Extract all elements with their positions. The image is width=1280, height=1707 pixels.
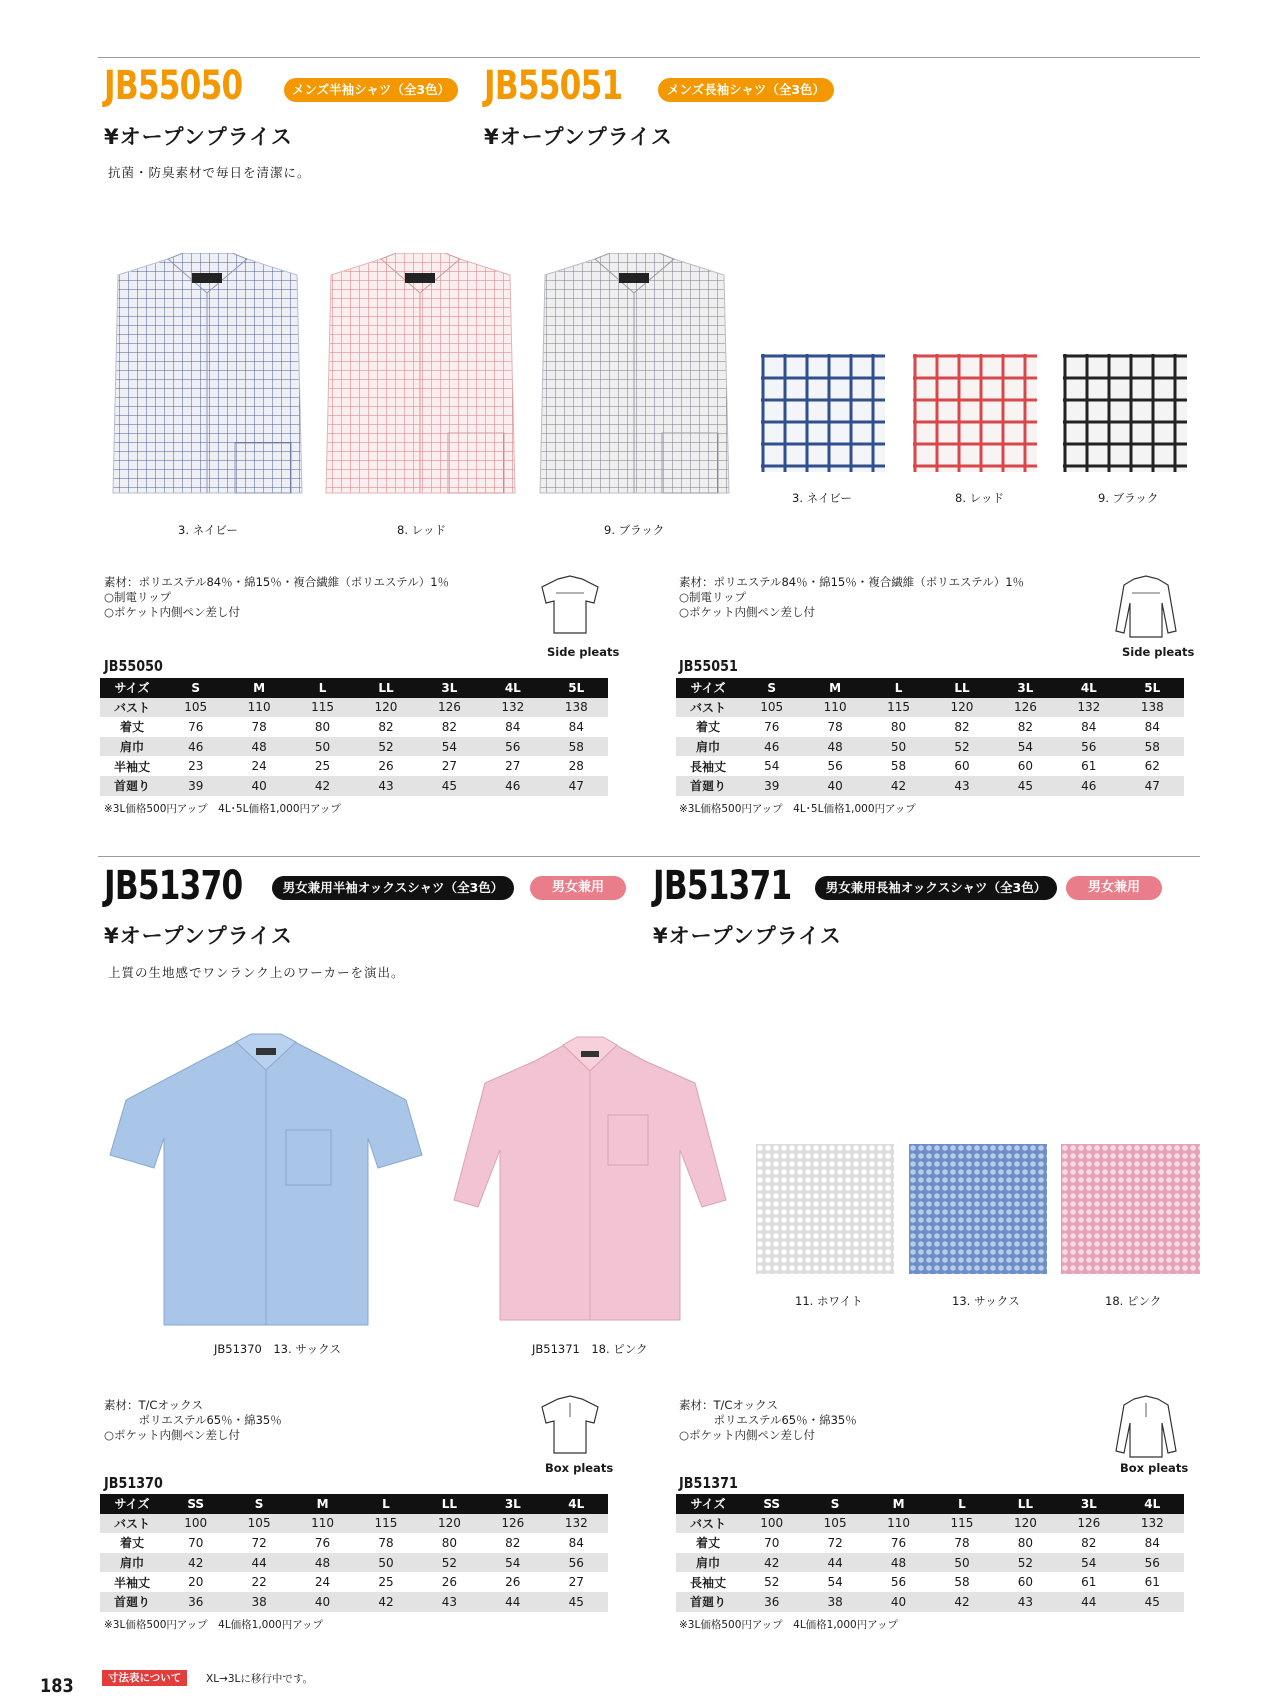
table-row — [676, 717, 1184, 737]
table-cell: 132 — [1057, 698, 1120, 718]
table-cell: 115 — [291, 698, 354, 718]
footer-label-box: 寸法表について — [102, 1670, 187, 1686]
header-cell: 5L — [545, 678, 608, 698]
fabric-swatch-black — [1063, 354, 1187, 472]
row-label: 着丈 — [695, 1536, 720, 1551]
table-cell: 43 — [994, 1592, 1057, 1612]
header-cell: 4L — [481, 678, 544, 698]
table-cell: 20 — [188, 1575, 204, 1590]
table-cell: 44 — [803, 1553, 866, 1573]
tagline-bottom: 上質の生地感でワンランク上のワーカーを演出。 — [108, 965, 405, 980]
price-note-jb51370: ※3L価格500円アップ 4L価格1,000円アップ — [104, 1619, 323, 1631]
header-cell: 4L — [545, 1494, 608, 1514]
table-row — [676, 1592, 1184, 1612]
spec-jb51371: 素材：T/Cオックス ポリエステル65％・綿35％ ○ポケット内側ペン差し付 — [679, 1398, 857, 1442]
table-cell: 38 — [803, 1592, 866, 1612]
table-cell: 78 — [251, 719, 267, 734]
category-pill-jb55050: メンズ半袖シャツ（全3色） — [284, 78, 458, 102]
row-label: 半袖丈 — [113, 1575, 150, 1590]
table-cell: 42 — [291, 776, 354, 796]
table-row — [676, 698, 1184, 718]
product-code-jb55051: JB55051 — [484, 63, 623, 109]
table-cell: 45 — [545, 1592, 608, 1612]
table-cell: 115 — [930, 1514, 993, 1534]
fabric-swatch-pink — [1061, 1144, 1200, 1274]
table-cell: 25 — [314, 759, 331, 774]
table-cell: 54 — [1057, 1553, 1120, 1573]
table-cell: 84 — [505, 719, 521, 734]
header-cell: S — [164, 678, 227, 698]
table-cell: 72 — [251, 1535, 267, 1550]
table-code-jb51370: JB51370 — [104, 1474, 163, 1492]
table-cell: 82 — [1081, 1535, 1097, 1550]
table-cell: 62 — [1144, 759, 1160, 774]
header-cell: L — [291, 678, 354, 698]
table-cell: 80 — [314, 719, 331, 734]
shirt-photo-pink — [440, 1035, 740, 1325]
table-cell: 126 — [418, 698, 481, 718]
table-row — [676, 756, 1184, 776]
header-cell: SS — [164, 1494, 227, 1514]
table-cell: 28 — [568, 759, 584, 774]
header-cell: LL — [994, 1494, 1057, 1514]
row-label: 肩巾 — [100, 737, 164, 757]
price-jb51370: ¥オープンプライス — [104, 924, 293, 948]
table-cell: 42 — [740, 1553, 803, 1573]
header-cell: 3L — [994, 678, 1057, 698]
table-cell: 45 — [994, 776, 1057, 796]
back-diagram-short-sleeve-icon — [538, 1393, 602, 1457]
table-row — [676, 1572, 1184, 1592]
table-cell: 84 — [1081, 719, 1097, 734]
tagline-top: 抗菌・防臭素材で毎日を清潔に。 — [108, 165, 311, 180]
spec-jb55050: 素材：ポリエステル84％・綿15％・複合繊維（ポリエステル）1％ ○制電リップ ○ポケット内側ペン差し付 — [104, 575, 450, 619]
row-label: 首廻り — [100, 776, 164, 796]
table-cell: 36 — [164, 1592, 227, 1612]
header-cell: LL — [418, 1494, 481, 1514]
row-label: バスト — [676, 698, 740, 718]
header-cell: L — [867, 678, 930, 698]
table-cell: 45 — [1121, 1592, 1184, 1612]
table-row — [100, 1572, 608, 1592]
row-label: 長袖丈 — [689, 759, 726, 774]
table-cell: 72 — [827, 1535, 843, 1550]
table-row — [676, 1553, 1184, 1573]
table-cell: 76 — [764, 719, 780, 734]
table-cell: 61 — [1081, 1575, 1097, 1590]
pleats-label-jb55051: Side pleats — [1122, 645, 1195, 659]
table-cell: 70 — [188, 1535, 204, 1550]
table-cell: 47 — [1121, 776, 1184, 796]
shirt-photo-black — [537, 253, 732, 498]
header-cell: M — [291, 1494, 354, 1514]
table-cell: 22 — [251, 1575, 267, 1590]
table-row — [100, 1553, 608, 1573]
table-row — [100, 737, 608, 757]
table-cell: 56 — [1121, 1553, 1184, 1573]
table-cell: 27 — [568, 1575, 584, 1590]
header-cell: L — [354, 1494, 417, 1514]
table-cell: 43 — [930, 776, 993, 796]
back-diagram-long-sleeve-icon — [1110, 573, 1182, 641]
table-cell: 126 — [1057, 1514, 1120, 1534]
table-cell: 23 — [188, 759, 204, 774]
table-cell: 120 — [418, 1514, 481, 1534]
table-cell: 46 — [1057, 776, 1120, 796]
table-cell: 36 — [740, 1592, 803, 1612]
spec-jb55051: 素材：ポリエステル84％・綿15％・複合繊維（ポリエステル）1％ ○制電リップ ○ポケット内側ペン差し付 — [679, 575, 1025, 619]
table-cell: 56 — [890, 1575, 907, 1590]
table-cell: 56 — [827, 759, 843, 774]
header-cell: 3L — [481, 1494, 544, 1514]
header-cell: LL — [930, 678, 993, 698]
table-cell: 76 — [188, 719, 204, 734]
header-cell: 5L — [1121, 678, 1184, 698]
table-cell: 24 — [314, 1575, 331, 1590]
table-row — [100, 698, 608, 718]
table-row — [676, 1514, 1184, 1534]
table-cell: 40 — [803, 776, 866, 796]
header-cell: サイズ — [100, 678, 164, 698]
table-cell: 78 — [827, 719, 843, 734]
header-cell: S — [227, 1494, 290, 1514]
table-row — [100, 776, 608, 796]
table-row — [676, 737, 1184, 757]
header-cell: サイズ — [676, 1494, 740, 1514]
table-cell: 54 — [481, 1553, 544, 1573]
table-cell: 105 — [740, 698, 803, 718]
table-cell: 50 — [291, 737, 354, 757]
photo-caption-pink: JB51371 18. ピンク — [532, 1342, 648, 1356]
swatch-caption-black: 9. ブラック — [1098, 491, 1159, 505]
product-code-jb51370: JB51370 — [104, 863, 243, 909]
table-cell: 70 — [764, 1535, 780, 1550]
table-row — [676, 776, 1184, 796]
table-cell: 54 — [764, 759, 780, 774]
photo-caption-black: 9. ブラック — [604, 523, 665, 537]
shirt-photo-sax — [106, 1030, 426, 1330]
table-cell: 132 — [481, 698, 544, 718]
table-header-row — [100, 1494, 608, 1514]
swatch-caption-navy: 3. ネイビー — [792, 491, 852, 505]
header-cell: SS — [740, 1494, 803, 1514]
table-cell: 52 — [764, 1575, 780, 1590]
table-cell: 46 — [164, 737, 227, 757]
table-cell: 80 — [441, 1535, 458, 1550]
category-pill-jb55051: メンズ長袖シャツ（全3色） — [658, 78, 834, 102]
row-label: 肩巾 — [676, 1553, 740, 1573]
table-cell: 126 — [481, 1514, 544, 1534]
table-cell: 52 — [930, 737, 993, 757]
row-label: 首廻り — [100, 1592, 164, 1612]
row-label: 首廻り — [676, 1592, 740, 1612]
table-cell: 80 — [890, 719, 907, 734]
table-cell: 110 — [803, 698, 866, 718]
fabric-swatch-navy — [761, 354, 885, 472]
table-cell: 58 — [954, 1575, 970, 1590]
table-cell: 46 — [740, 737, 803, 757]
table-cell: 138 — [545, 698, 608, 718]
table-code-jb55050: JB55050 — [104, 657, 163, 675]
pleats-label-jb51370: Box pleats — [545, 1461, 614, 1475]
table-header-row — [100, 678, 608, 698]
table-cell: 105 — [227, 1514, 290, 1534]
price-jb55050: ¥オープンプライス — [104, 125, 293, 149]
table-cell: 40 — [291, 1592, 354, 1612]
table-cell: 39 — [164, 776, 227, 796]
table-cell: 42 — [354, 1592, 417, 1612]
table-cell: 48 — [291, 1553, 354, 1573]
table-cell: 120 — [930, 698, 993, 718]
table-cell: 80 — [1017, 1535, 1034, 1550]
table-cell: 25 — [378, 1575, 394, 1590]
swatch-caption-pink: 18. ピンク — [1105, 1294, 1162, 1308]
header-cell: サイズ — [676, 678, 740, 698]
header-cell: 3L — [418, 678, 481, 698]
row-label: バスト — [100, 1514, 164, 1534]
table-code-jb55051: JB55051 — [679, 657, 738, 675]
table-cell: 58 — [545, 737, 608, 757]
table-cell: 43 — [354, 776, 417, 796]
header-cell: L — [930, 1494, 993, 1514]
table-code-jb51371: JB51371 — [679, 1474, 738, 1492]
size-table-jb51370 — [100, 1494, 608, 1612]
row-label: 着丈 — [119, 720, 144, 735]
category-pill-jb51370: 男女兼用半袖オックスシャツ（全3色） — [272, 876, 514, 900]
table-cell: 52 — [994, 1553, 1057, 1573]
size-table-jb51371 — [676, 1494, 1184, 1612]
table-cell: 27 — [441, 759, 458, 774]
header-cell: M — [803, 678, 866, 698]
table-cell: 84 — [568, 1535, 584, 1550]
table-cell: 47 — [545, 776, 608, 796]
table-cell: 84 — [568, 719, 584, 734]
table-cell: 38 — [227, 1592, 290, 1612]
table-cell: 61 — [1144, 1575, 1160, 1590]
table-cell: 60 — [1017, 759, 1034, 774]
table-cell: 50 — [354, 1553, 417, 1573]
table-cell: 43 — [418, 1592, 481, 1612]
table-cell: 24 — [251, 759, 267, 774]
shirt-photo-navy — [110, 253, 305, 498]
table-cell: 52 — [354, 737, 417, 757]
table-cell: 27 — [505, 759, 521, 774]
back-diagram-long-sleeve-icon — [1110, 1393, 1182, 1461]
row-label: バスト — [676, 1514, 740, 1534]
row-label: 肩巾 — [676, 737, 740, 757]
table-row — [676, 1533, 1184, 1553]
table-cell: 44 — [227, 1553, 290, 1573]
unisex-badge-jb51371: 男女兼用 — [1066, 876, 1162, 900]
table-cell: 58 — [1121, 737, 1184, 757]
table-cell: 45 — [418, 776, 481, 796]
pleats-label-jb51371: Box pleats — [1120, 1461, 1189, 1475]
header-cell: 3L — [1057, 1494, 1120, 1514]
row-label: バスト — [100, 698, 164, 718]
table-cell: 100 — [740, 1514, 803, 1534]
row-label: 長袖丈 — [689, 1575, 726, 1590]
middle-rule — [98, 856, 1200, 857]
table-cell: 82 — [378, 719, 394, 734]
table-cell: 60 — [1017, 1575, 1034, 1590]
table-cell: 110 — [291, 1514, 354, 1534]
header-cell: S — [740, 678, 803, 698]
table-cell: 56 — [1057, 737, 1120, 757]
table-cell: 40 — [867, 1592, 930, 1612]
fabric-swatch-sax — [909, 1144, 1047, 1274]
table-cell: 40 — [227, 776, 290, 796]
size-table-jb55050 — [100, 678, 608, 796]
table-cell: 60 — [954, 759, 970, 774]
table-cell: 84 — [1144, 1535, 1160, 1550]
shirt-photo-red — [323, 253, 518, 498]
header-cell: M — [867, 1494, 930, 1514]
table-cell: 44 — [481, 1592, 544, 1612]
page-number: 183 — [40, 1675, 74, 1697]
swatch-caption-white: 11. ホワイト — [795, 1294, 863, 1308]
price-note-jb51371: ※3L価格500円アップ 4L価格1,000円アップ — [679, 1619, 898, 1631]
table-cell: 42 — [867, 776, 930, 796]
product-code-jb55050: JB55050 — [104, 63, 243, 109]
unisex-badge-jb51370: 男女兼用 — [530, 876, 626, 900]
spec-jb51370: 素材：T/Cオックス ポリエステル65％・綿35％ ○ポケット内側ペン差し付 — [104, 1398, 282, 1442]
price-note-jb55051: ※3L価格500円アップ 4L･5L価格1,000円アップ — [679, 803, 916, 815]
table-cell: 48 — [803, 737, 866, 757]
header-cell: S — [803, 1494, 866, 1514]
table-cell: 105 — [803, 1514, 866, 1534]
table-cell: 39 — [740, 776, 803, 796]
table-row — [100, 756, 608, 776]
table-cell: 44 — [1057, 1592, 1120, 1612]
table-cell: 120 — [354, 698, 417, 718]
size-table-jb55051 — [676, 678, 1184, 796]
back-diagram-short-sleeve-icon — [538, 573, 602, 637]
price-jb51371: ¥オープンプライス — [653, 924, 842, 948]
table-cell: 84 — [1144, 719, 1160, 734]
photo-caption-sax: JB51370 13. サックス — [214, 1342, 341, 1356]
row-label: 半袖丈 — [113, 759, 150, 774]
table-cell: 61 — [1081, 759, 1097, 774]
table-cell: 52 — [418, 1553, 481, 1573]
table-cell: 82 — [1017, 719, 1034, 734]
table-cell: 48 — [227, 737, 290, 757]
table-cell: 78 — [378, 1535, 394, 1550]
row-label: 着丈 — [695, 720, 720, 735]
footer-note: XL→3Lに移行中です。 — [206, 1673, 314, 1685]
table-cell: 132 — [1121, 1514, 1184, 1534]
table-cell: 132 — [545, 1514, 608, 1534]
table-cell: 138 — [1121, 698, 1184, 718]
product-code-jb51371: JB51371 — [653, 863, 792, 909]
table-row — [100, 1514, 608, 1534]
photo-caption-navy: 3. ネイビー — [178, 523, 238, 537]
table-cell: 26 — [505, 1575, 521, 1590]
table-cell: 82 — [505, 1535, 521, 1550]
header-cell: LL — [354, 678, 417, 698]
table-cell: 120 — [994, 1514, 1057, 1534]
table-cell: 82 — [954, 719, 970, 734]
table-cell: 110 — [227, 698, 290, 718]
price-jb55051: ¥オープンプライス — [484, 125, 673, 149]
swatch-caption-sax: 13. サックス — [952, 1294, 1020, 1308]
price-note-jb55050: ※3L価格500円アップ 4L･5L価格1,000円アップ — [104, 803, 341, 815]
row-label: 着丈 — [119, 1536, 144, 1551]
table-cell: 76 — [890, 1535, 907, 1550]
header-cell: 4L — [1121, 1494, 1184, 1514]
table-row — [100, 717, 608, 737]
table-cell: 54 — [994, 737, 1057, 757]
fabric-swatch-red — [913, 354, 1037, 472]
category-pill-jb51371: 男女兼用長袖オックスシャツ（全3色） — [815, 876, 1057, 900]
table-header-row — [676, 678, 1184, 698]
table-cell: 110 — [867, 1514, 930, 1534]
table-cell: 82 — [441, 719, 458, 734]
table-cell: 54 — [418, 737, 481, 757]
table-cell: 56 — [481, 737, 544, 757]
table-cell: 76 — [314, 1535, 331, 1550]
header-cell: 4L — [1057, 678, 1120, 698]
table-cell: 46 — [481, 776, 544, 796]
header-cell: サイズ — [100, 1494, 164, 1514]
table-cell: 115 — [867, 698, 930, 718]
row-label: 肩巾 — [100, 1553, 164, 1573]
table-cell: 26 — [441, 1575, 458, 1590]
table-header-row — [676, 1494, 1184, 1514]
table-cell: 78 — [954, 1535, 970, 1550]
table-cell: 50 — [867, 737, 930, 757]
table-cell: 54 — [827, 1575, 843, 1590]
table-cell: 126 — [994, 698, 1057, 718]
table-cell: 58 — [890, 759, 907, 774]
fabric-swatch-white — [756, 1144, 894, 1274]
row-label: 首廻り — [676, 776, 740, 796]
table-row — [100, 1533, 608, 1553]
table-cell: 100 — [164, 1514, 227, 1534]
table-row — [100, 1592, 608, 1612]
photo-caption-red: 8. レッド — [397, 523, 447, 537]
pleats-label-jb55050: Side pleats — [547, 645, 620, 659]
header-cell: M — [227, 678, 290, 698]
table-cell: 26 — [378, 759, 394, 774]
table-cell: 105 — [164, 698, 227, 718]
table-cell: 42 — [930, 1592, 993, 1612]
table-cell: 48 — [867, 1553, 930, 1573]
top-rule — [98, 57, 1200, 58]
table-cell: 50 — [930, 1553, 993, 1573]
table-cell: 56 — [545, 1553, 608, 1573]
swatch-caption-red: 8. レッド — [955, 491, 1005, 505]
table-cell: 115 — [354, 1514, 417, 1534]
table-cell: 42 — [164, 1553, 227, 1573]
